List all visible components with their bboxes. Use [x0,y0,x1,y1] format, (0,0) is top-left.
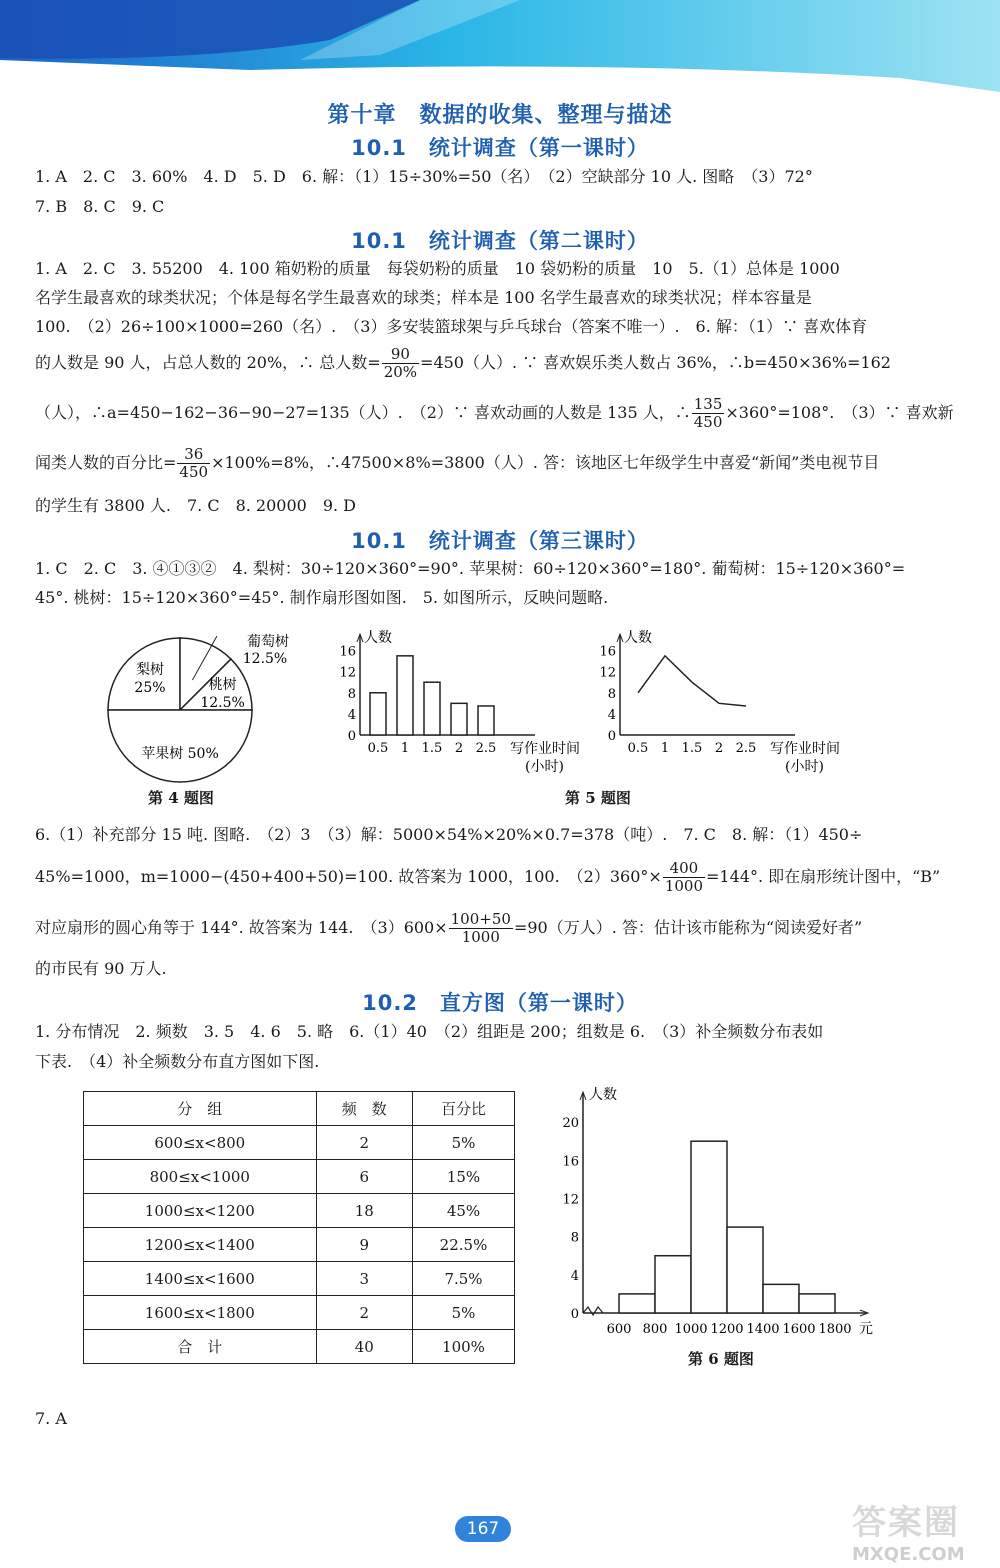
watermark-logo [852,1495,965,1565]
figure5-caption: 第 5 题图 [565,789,631,807]
lesson4-line1: 1. 分布情况 2. 频数 3. 5 4. 6 5. 略 6.（1）40 （2）组距是 200；组数是 6. （3）补全频数分布表如 [35,1022,824,1041]
y-axis-label: 人数 [624,630,652,646]
bar [451,703,467,735]
lesson2-line1: 1. A 2. C 3. 55200 4. 100 箱奶粉的质量 每袋奶粉的质量 10 袋奶粉的质量 10 5.（1）总体是 1000 [35,259,840,278]
cell: 2 [316,1126,412,1160]
header-cell: 百分比 [413,1092,515,1126]
bar [478,706,494,735]
header-cell: 分 组 [84,1092,317,1126]
section-title-10-1-lesson1: 10.1 统计调查（第一课时） [351,136,649,160]
cell: 800≤x<1000 [84,1160,317,1194]
lesson2-line3: 100. （2）26÷100×1000=260（名）. （3）多安装篮球架与乒乓球台（答案不唯一）. 6. 解：（1）∵ 喜欢体育 [35,317,868,336]
denominator: 450 [693,413,723,431]
table-row [84,1160,515,1194]
lesson2-line4 [35,346,967,381]
lesson3-line2: 45°. 桃树：15÷120×360°=45°. 制作扇形图如图. 5. 如图所示，反映问题略. [35,588,609,607]
x-tick-label: 600 [606,1322,632,1337]
pie-label-name: 桃树 [208,676,237,693]
x-tick-label: 2.5 [735,741,757,756]
fraction [692,396,725,431]
y-tick-label: 4 [347,707,356,723]
lesson3-line3: 6.（1）补充部分 15 吨. 图略. （2）3 （3）解：5000×54%×20%×0.7=378（吨）. 7. C 8. 解：（1）450÷ [35,825,863,844]
lesson1-line1: 1. A 2. C 3. 60% 4. D 5. D 6. 解：（1）15÷30%=50（名） （2）空缺部分 10 人. 图略 （3）72° [35,167,813,186]
y-tick-label: 4 [570,1268,579,1284]
x-tick-label: 1800 [818,1322,852,1337]
page-number: 167 [455,1516,511,1542]
lesson2-line2: 名学生最喜欢的球类状况；个体是每名学生最喜欢的球类；样本是 100 名学生最喜欢的球类状况；样本容量是 [35,288,812,307]
y-tick-label: 20 [562,1116,579,1132]
x-axis-label: 写作业时间 [510,741,580,757]
bar [370,693,386,735]
x-tick-label: 0.5 [367,741,389,756]
pie-label-name: 苹果树 50% [141,746,219,762]
y-tick-label: 16 [599,644,616,660]
histogram-bar [727,1227,763,1313]
y-axis-label: 人数 [364,630,392,646]
text: 的人数是 90 人，占总人数的 20%，∴ 总人数= [35,353,381,372]
section-title-10-1-lesson3: 10.1 统计调查（第三课时） [351,529,649,553]
cell: 5% [413,1126,515,1160]
x-tick-label: 1 [400,741,410,756]
y-tick-label: 0 [607,729,616,744]
denominator: 1000 [664,877,703,895]
text: 对应扇形的圆心角等于 144°. 故答案为 144. （3）600× [35,918,448,937]
y-tick-label: 0 [570,1307,579,1322]
fraction [663,860,705,895]
cell: 15% [413,1160,515,1194]
figure4-caption: 第 4 题图 [148,789,214,807]
bar [397,656,413,735]
cell: 3 [316,1262,412,1296]
numerator: 135 [693,395,723,413]
lesson2-line5 [35,396,967,431]
cell: 1600≤x<1800 [84,1296,317,1330]
cell: 2 [316,1296,412,1330]
table-total-row [84,1330,515,1364]
text: =144°. 即在扇形统计图中，“B” [706,867,941,886]
cell: 7.5% [413,1262,515,1296]
text: （人），∴a=450−162−36−90−27=135（人）. （2）∵ 喜欢动画的人数是 135 人，∴ [35,403,691,422]
cell: 40 [316,1330,412,1364]
pie-label-value: 25% [134,679,166,696]
watermark-sub: MXQE.COM [852,1544,965,1565]
x-tick-label: 1200 [710,1322,744,1337]
cell: 1000≤x<1200 [84,1194,317,1228]
fraction [382,346,419,381]
figure5-line-chart [590,630,860,778]
section-title-10-1-lesson2: 10.1 统计调查（第二课时） [351,229,649,253]
figure6-histogram [545,1078,885,1343]
y-tick-label: 16 [339,644,356,660]
table-row [84,1194,515,1228]
numerator: 36 [177,446,210,464]
table-row [84,1296,515,1330]
watermark-main: 答案圈 [852,1503,960,1543]
cell: 100% [413,1330,515,1364]
text: 45%=1000，m=1000−(450+400+50)=100. 故答案为 1000，100. （2）360°× [35,867,662,886]
x-tick-label: 1600 [782,1322,816,1337]
y-tick-label: 8 [607,686,616,702]
x-axis-label: 写作业时间 [770,741,840,757]
cell: 合 计 [84,1330,317,1364]
text: =450（人）. ∵ 喜欢娱乐类人数占 36%，∴b=450×36%=162 [420,353,891,372]
table-header-row [84,1092,515,1126]
histogram-bar [763,1284,799,1313]
lesson3-line5 [35,911,967,946]
x-tick-label: 1000 [674,1322,708,1337]
pie-label-value: 12.5% [200,694,245,711]
cell: 600≤x<800 [84,1126,317,1160]
cell: 9 [316,1228,412,1262]
top-banner [0,0,1000,95]
fraction [177,446,210,481]
bar [424,682,440,735]
fraction [449,911,513,946]
lesson1-line2: 7. B 8. C 9. C [35,197,165,216]
numerator: 400 [663,860,705,878]
text: =90（万人）. 答：估计该市能称为“阅读爱好者” [513,918,863,937]
numerator: 100+50 [450,910,511,928]
denominator: 20% [383,363,418,381]
histogram-bar [655,1256,691,1313]
x-tick-label: 2 [454,741,464,756]
pie-label-name: 梨树 [135,661,164,678]
x-tick-label: 1.5 [681,741,703,756]
x-tick-label: 1400 [746,1322,780,1337]
x-tick-label: 1 [660,741,670,756]
x-axis-unit: (小时) [785,759,824,775]
x-axis-unit: 元 [859,1321,873,1337]
x-tick-label: 2.5 [475,741,497,756]
section-title-10-2-lesson1: 10.2 直方图（第一课时） [362,991,638,1015]
x-tick-label: 2 [714,741,724,756]
lesson4-q7: 7. A [35,1409,67,1428]
axis-break-zigzag [583,1307,603,1315]
lesson2-line6 [35,446,967,481]
table-row [84,1126,515,1160]
series-line [638,656,746,706]
y-axis-label: 人数 [589,1087,617,1103]
chapter-title: 第十章 数据的收集、整理与描述 [327,103,673,128]
y-tick-label: 12 [339,665,356,681]
table-row [84,1228,515,1262]
header-cell: 频 数 [316,1092,412,1126]
cell: 5% [413,1296,515,1330]
lesson2-line7: 的学生有 3800 人. 7. C 8. 20000 9. D [35,496,357,515]
figure4-pie-chart [100,620,300,790]
histogram-bar [691,1141,727,1313]
histogram-bar [799,1294,835,1313]
histogram-bar [619,1294,655,1313]
x-tick-label: 1.5 [421,741,443,756]
y-tick-label: 16 [562,1154,579,1170]
y-tick-label: 8 [570,1230,579,1246]
x-tick-label: 800 [642,1322,668,1337]
y-tick-label: 12 [562,1192,579,1208]
text: 闻类人数的百分比= [35,453,177,472]
cell: 1200≤x<1400 [84,1228,317,1262]
y-tick-label: 0 [347,729,356,744]
x-tick-label: 0.5 [627,741,649,756]
denominator: 450 [179,463,209,481]
table-row [84,1262,515,1296]
cell: 6 [316,1160,412,1194]
cell: 1400≤x<1600 [84,1262,317,1296]
text: ×360°=108°. （3）∵ 喜欢新 [725,403,954,422]
cell: 45% [413,1194,515,1228]
figure6-caption: 第 6 题图 [688,1350,754,1368]
lesson3-line4 [35,860,967,895]
y-tick-label: 12 [599,665,616,681]
y-tick-label: 4 [607,707,616,723]
pie-label-name: 葡萄树 [247,634,289,650]
pie-label-value: 12.5% [242,651,288,667]
cell: 18 [316,1194,412,1228]
numerator: 90 [382,346,419,364]
figure5-bar-chart [330,630,600,778]
frequency-table [83,1091,515,1364]
x-axis-unit: (小时) [525,759,564,775]
lesson3-line6: 的市民有 90 万人. [35,959,167,978]
lesson4-line2: 下表. （4）补全频数分布直方图如下图. [35,1052,320,1071]
y-tick-label: 8 [347,686,356,702]
cell: 22.5% [413,1228,515,1262]
lesson3-line1: 1. C 2. C 3. ④①③② 4. 梨树：30÷120×360°=90°. 苹果树：60÷120×360°=180°. 葡萄树：15÷120×360°= [35,559,906,578]
text: ×100%=8%，∴47500×8%=3800（人）. 答：该地区七年级学生中喜爱“新闻”类电视节目 [211,453,880,472]
denominator: 1000 [461,928,500,946]
